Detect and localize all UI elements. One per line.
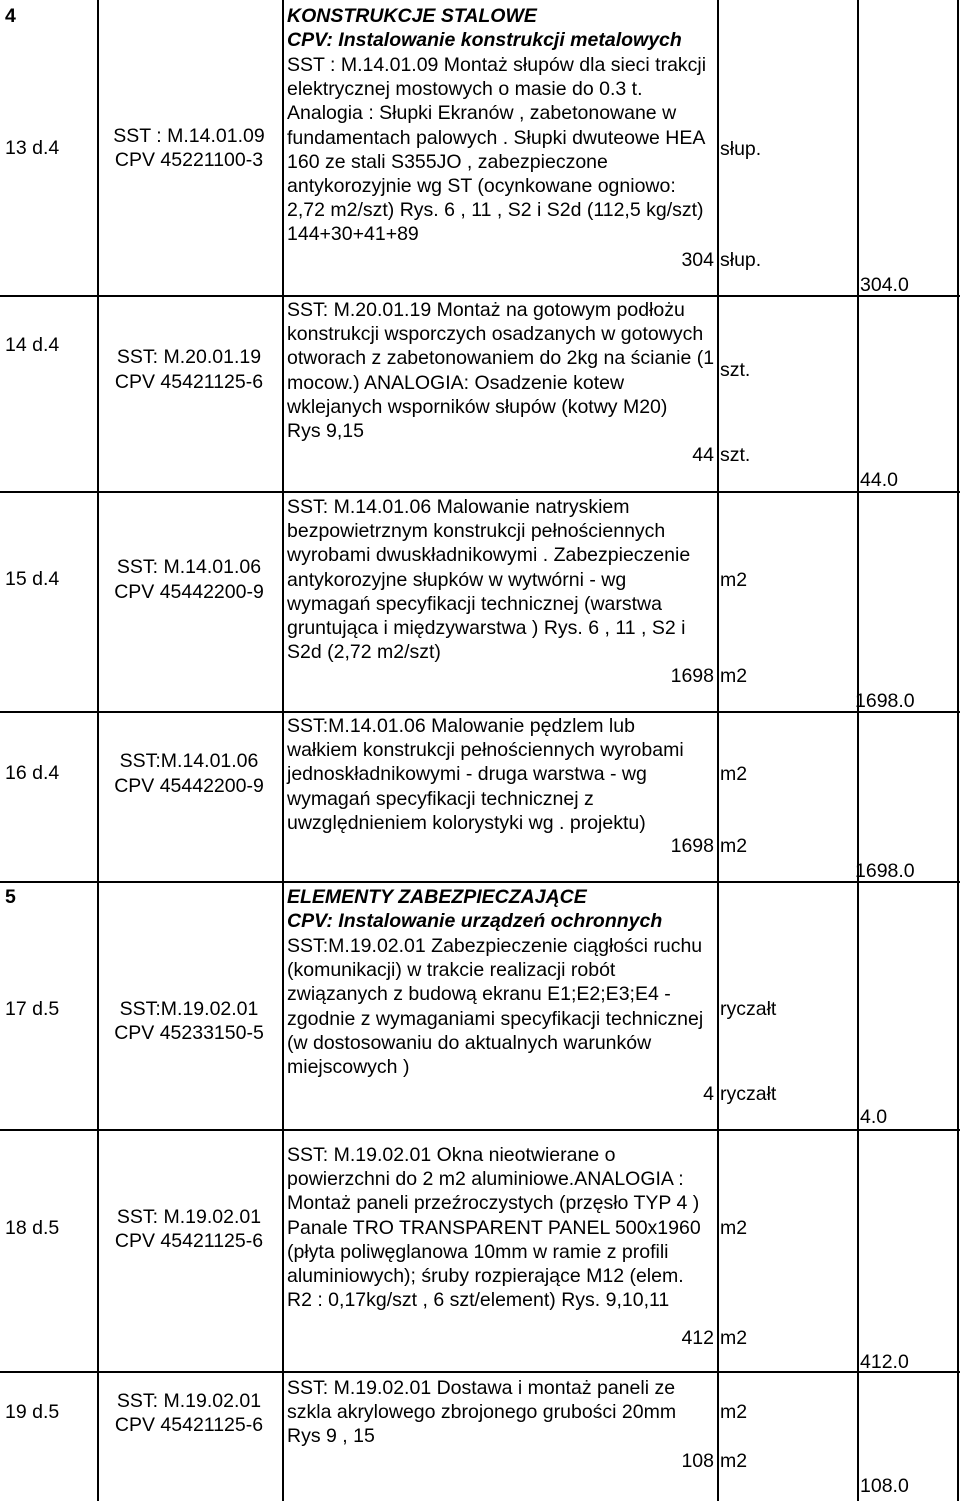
description-line: powierzchni do 2 m2 aluminiowe.ANALOGIA : (287, 1168, 684, 1191)
row-quantity: 304 (681, 249, 714, 271)
description-line: SST: M.19.02.01 Dostawa i montaż paneli ze (287, 1377, 676, 1399)
description-line: wyrobami dwuskładnikowymi . Zabezpieczenie (287, 544, 691, 567)
description-line: otworach z zabetonowaniem do 2kg na ścianie (1 (287, 347, 715, 370)
row-divider (0, 491, 960, 493)
row-quantity-unit: ryczałt (720, 1083, 777, 1105)
row-quantity-unit: m2 (720, 1327, 748, 1349)
description-line: 2,72 m2/szt) Rys. 6 , 11 , S2 i S2d (112,5 kg/szt) (287, 199, 704, 222)
description-line: Rys 9,15 (287, 420, 364, 443)
row-sst-code: SST: M.19.02.01 (116, 1206, 262, 1228)
description-line: SST : M.14.01.09 Montaż słupów dla sieci trakcji (287, 54, 707, 76)
row-total: 304.0 (860, 274, 909, 296)
row-quantity: 1698 (670, 835, 714, 857)
row-description (287, 298, 715, 443)
description-line: wymagań specyfikacji technicznej (warstwa (287, 592, 662, 615)
row-total: 108.0 (860, 1475, 909, 1497)
description-line: Montaż paneli przeźroczystych (przęsło TYP 4 ) (287, 1192, 700, 1215)
row-sst-code: SST : M.14.01.09 (113, 125, 265, 147)
description-line: mocow.) ANALOGIA: Osadzenie kotew (287, 371, 625, 394)
row-cpv-code: CPV 45221100-3 (114, 149, 264, 171)
row-total: 44.0 (860, 469, 898, 491)
row-divider (0, 1371, 960, 1373)
row-sst-code: SST: M.14.01.06 (116, 556, 262, 578)
row-unit: m2 (720, 569, 748, 591)
description-line: Rys 9 , 15 (287, 1425, 375, 1448)
section-number: 5 (5, 886, 16, 908)
description-line: zgodnie z wymaganiami specyfikacji technicznej (287, 1007, 704, 1030)
row-total: 4.0 (860, 1106, 888, 1128)
description-line: 160 ze stali S355JO , zabezpieczone (287, 150, 608, 173)
description-line: fundamentach palowych . Słupki dwuteowe HEA (287, 126, 706, 149)
description-line: 144+30+41+89 (287, 223, 419, 246)
section-title: KONSTRUKCJE STALOWE (287, 5, 537, 27)
description-line: antykorozyjne słupków w wytwórni - wg (287, 568, 627, 591)
description-line: elektrycznej mostowych o masie do 0.3 t. (287, 78, 643, 101)
column-divider (282, 0, 284, 1501)
description-line: (komunikacji) w trakcie realizacji robót (287, 959, 616, 982)
row-quantity-unit: m2 (720, 665, 748, 687)
row-cpv-code: CPV 45442200-9 (114, 581, 264, 603)
description-line: miejscowych ) (287, 1056, 410, 1079)
row-cpv-code: CPV 45421125-6 (114, 1230, 264, 1252)
section-number: 4 (5, 5, 16, 27)
description-line: Panale TRO TRANSPARENT PANEL 500x1960 (287, 1216, 701, 1239)
row-description (287, 714, 712, 835)
description-line: Analogia : Słupki Ekranów , zabetonowane w (287, 102, 677, 125)
row-quantity-unit: szt. (720, 444, 751, 466)
row-quantity-unit: słup. (720, 249, 762, 271)
description-line: uwzględnieniem kolorystyki wg . projektu) (287, 811, 646, 834)
description-line: R2 : 0,17kg/szt , 6 szt/element) Rys. 9,10,11 (287, 1289, 670, 1312)
section-title: ELEMENTY ZABEZPIECZAJĄCE (287, 886, 587, 908)
row-divider (0, 711, 960, 713)
description-line: jednoskładnikowymi - druga warstwa - wg (287, 763, 647, 786)
description-line: związanych z budową ekranu E1;E2;E3;E4 - (287, 983, 671, 1006)
row-cpv-code: CPV 45421125-6 (114, 1414, 264, 1436)
row-quantity-unit: m2 (720, 835, 748, 857)
description-line: wałkiem konstrukcji pełnościennych wyrobami (287, 739, 684, 762)
row-lp: 16 d.4 (5, 762, 60, 784)
row-lp: 14 d.4 (5, 334, 60, 356)
row-quantity: 412 (681, 1327, 714, 1349)
row-cpv-code: CPV 45442200-9 (114, 775, 264, 797)
row-cpv-code: CPV 45233150-5 (114, 1022, 264, 1044)
row-description (287, 1376, 712, 1449)
description-line: SST: M.19.02.01 Okna nieotwierane o (287, 1144, 616, 1166)
row-sst-code: SST:M.14.01.06 (119, 750, 259, 772)
row-description (287, 495, 712, 664)
description-line: SST: M.14.01.06 Malowanie natryskiem (287, 496, 630, 518)
row-lp: 15 d.4 (5, 568, 60, 590)
column-divider (717, 0, 719, 1501)
row-total: 412.0 (860, 1351, 909, 1373)
description-line: konstrukcji wsporczych osadzanych w gotowych (287, 323, 704, 346)
row-cpv-code: CPV 45421125-6 (114, 371, 264, 393)
row-unit: m2 (720, 1401, 748, 1423)
description-line: gruntująca i międzywarstwa ) Rys. 6 , 11 , S2 i (287, 617, 686, 640)
row-description (287, 53, 712, 247)
row-unit: szt. (720, 359, 751, 381)
row-lp: 18 d.5 (5, 1217, 60, 1239)
row-sst-code: SST:M.19.02.01 (119, 998, 259, 1020)
row-unit: m2 (720, 763, 748, 785)
description-line: aluminiowych); śruby rozpierające M12 (elem. (287, 1265, 684, 1288)
row-sst-code: SST: M.19.02.01 (116, 1390, 262, 1412)
row-total: 1698.0 (855, 860, 915, 882)
row-description (287, 1143, 712, 1312)
section-cpv-title: CPV: Instalowanie urządzeń ochronnych (287, 910, 663, 932)
row-lp: 13 d.4 (5, 137, 60, 159)
row-sst-code: SST: M.20.01.19 (116, 346, 262, 368)
description-line: wymagań specyfikacji technicznej z (287, 787, 594, 810)
row-unit: m2 (720, 1217, 748, 1239)
description-line: S2d (2,72 m2/szt) (287, 641, 441, 664)
row-total: 1698.0 (855, 690, 915, 712)
row-unit: ryczałt (720, 998, 777, 1020)
row-divider (0, 295, 960, 297)
row-quantity: 4 (703, 1083, 714, 1105)
description-line: bezpowietrznym konstrukcji pełnościennych (287, 520, 666, 543)
row-description (287, 934, 712, 1079)
description-line: antykorozyjnie wg ST (ocynkowane ogniowo: (287, 175, 676, 198)
description-line: SST: M.20.01.19 Montaż na gotowym podłożu (287, 299, 685, 321)
description-line: SST:M.14.01.06 Malowanie pędzlem lub (287, 715, 635, 737)
row-quantity: 44 (692, 444, 714, 466)
description-line: (w dostosowaniu do aktualnych warunków (287, 1031, 652, 1054)
description-line: szkla akrylowego zbrojonego grubości 20mm (287, 1401, 677, 1424)
column-divider (857, 0, 859, 1501)
row-divider (0, 881, 960, 883)
row-unit: słup. (720, 138, 762, 160)
row-divider (0, 1129, 960, 1131)
description-line: wklejanych wsporników słupów (kotwy M20) (287, 395, 668, 418)
column-divider (957, 0, 959, 1501)
column-divider (97, 0, 99, 1501)
section-cpv-title: CPV: Instalowanie konstrukcji metalowych (287, 29, 682, 51)
row-quantity-unit: m2 (720, 1450, 748, 1472)
description-line: (płyta poliwęglanowa 10mm w ramie z profili (287, 1240, 669, 1263)
description-line: SST:M.19.02.01 Zabezpieczenie ciągłości ruchu (287, 935, 703, 957)
row-lp: 17 d.5 (5, 998, 60, 1020)
row-quantity: 1698 (670, 665, 714, 687)
row-quantity: 108 (681, 1450, 714, 1472)
row-lp: 19 d.5 (5, 1401, 60, 1423)
